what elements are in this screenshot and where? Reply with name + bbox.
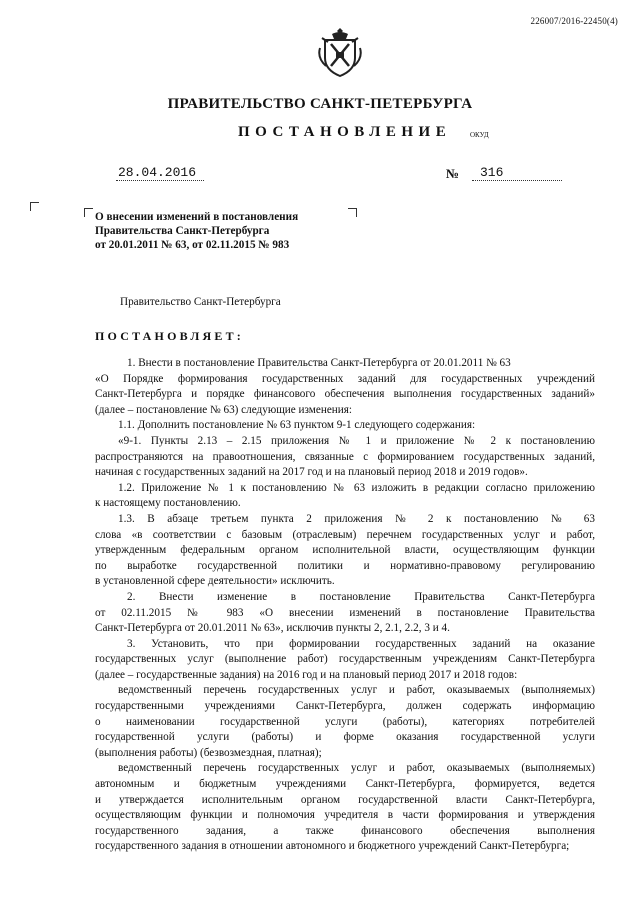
body-line: ведомственный перечень государственных услуг и работ, оказываемых (выполняемых) [118,684,595,697]
body-line: 1.2. Приложение № 1 к постановлению № 63 изложить в редакции согласно приложению [118,481,595,494]
resolves-heading: ПОСТАНОВЛЯЕТ: [95,329,244,343]
body-line: слова «в соответствии с базовым (отраслевым) перечнем государственных услуг и работ, [95,528,595,541]
body-line: о наименовании государственной услуги (работы), категориях потребителей [95,715,595,728]
number-label: № [446,166,460,181]
subject-line: Правительства Санкт-Петербурга [95,225,270,237]
body-line: (далее – государственные задания) на 2016 год и на плановый период 2017 и 2018 годов: [95,668,518,681]
decree-date: 28.04.2016 [116,165,204,181]
subject-line: О внесении изменений в постановления [95,211,299,223]
body-line: и утверждается исполнительным органом государственной власти Санкт-Петербурга, [95,793,595,806]
subject-line: от 20.01.2011 № 63, от 02.11.2015 № 983 [95,239,290,251]
page-corner-mark [30,202,39,211]
body-line: 1. Внести в постановление Правительства Санкт-Петербурга от 20.01.2011 № 63 [127,357,511,369]
body-line: государственной услуги (работы) и форме оказания государственной услуги [95,731,595,744]
body-line: государственными учреждениями Санкт-Петербурга, должен содержать информацию [95,700,595,713]
body-line: государственного задания в отношении автономного и бюджетного учреждений Санкт-Петербурга; [95,840,570,853]
government-heading: ПРАВИТЕЛЬСТВО САНКТ-ПЕТЕРБУРГА [167,96,473,112]
decree-title: ПОСТАНОВЛЕНИЕ [238,124,452,140]
subject-corner-left [84,208,93,217]
body-line: государственных услуг (выполнение работ) государственным учреждениям Санкт-Петербурга [95,653,595,666]
body-line: 1.1. Дополнить постановление № 63 пунктом 9-1 следующего содержания: [118,419,476,432]
body-line: по выработке государственной политики и нормативно-правовому регулированию [95,559,595,572]
decree-subject [95,210,355,252]
decree-number: 316 [472,165,562,181]
body-line: 3. Установить, что при формировании государственных заданий на оказание [127,637,595,650]
body-line: 1.3. В абзаце третьем пункта 2 приложения № 2 к постановлению № 63 [118,512,595,525]
decree-body [95,356,595,855]
body-line: утвержденным федеральным органом исполнительной власти, осуществляющим функции [95,544,595,557]
okud-label: ОКУД [470,131,489,139]
body-line: ведомственный перечень государственных услуг и работ, оказываемых (выполняемых) [118,762,595,775]
body-line: «9-1. Пункты 2.13 – 2.15 приложения № 1 и приложение № 2 к постановлению [118,434,595,447]
body-line: автономным и бюджетным учреждениями Санкт-Петербурга, формируется, ведется [95,778,595,791]
body-line: «О Порядке формирования государственных заданий для государственных учреждений [95,372,595,385]
coat-of-arms-icon [316,26,364,78]
body-line: Санкт-Петербурга от 20.01.2011 № 63», исключив пункты 2, 2.1, 2.2, 3 и 4. [95,622,450,635]
body-line: начиная с государственных заданий на 2017 год и на плановый период 2018 и 2019 годов». [95,466,528,479]
issuing-authority: Правительство Санкт-Петербурга [120,296,281,308]
body-line: осуществляющим функции и полномочия учредителя в части формирования и утверждения [95,809,595,822]
body-line: государственного задания, а также финансового обеспечения выполнения [95,824,595,837]
body-line: (выполнения работы) (безвозмездная, платная); [95,746,322,759]
document-registration-number: 226007/2016-22450(4) [530,16,618,26]
body-line: к настоящему постановлению. [95,497,241,510]
body-line: распространяются на правоотношения, связанные с формированием государственных заданий, [95,450,595,463]
body-line: (далее – постановление № 63) следующие изменения: [95,403,353,416]
body-line: Санкт-Петербурга и порядке финансового обеспечения выполнения государственных заданий» [95,388,595,401]
body-line: в установленной сфере деятельности» исключить. [95,575,335,588]
body-line: 2. Внести изменение в постановление Правительства Санкт-Петербурга [127,590,595,603]
body-line: от 02.11.2015 № 983 «О внесении изменений в постановление Правительства [95,606,595,619]
